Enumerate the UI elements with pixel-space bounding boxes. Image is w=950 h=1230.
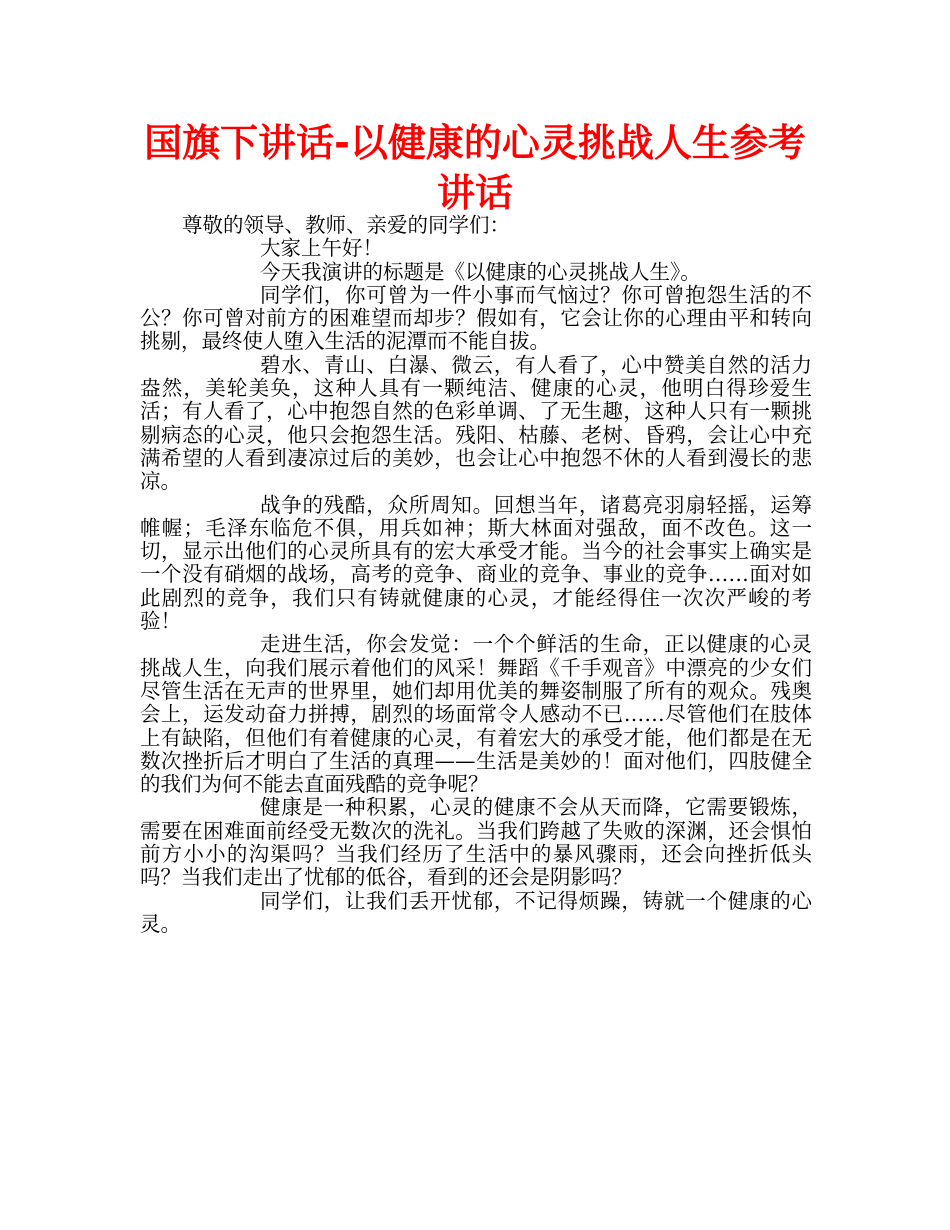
salutation: 尊敬的领导、教师、亲爱的同学们： (182, 213, 510, 237)
paragraph: 战争的残酷，众所周知。回想当年，诸葛亮羽扇轻摇，运筹帷幄；毛泽东临危不俱，用兵如神；斯大林面对强敌，面不改色。这一切，显示出他们的心灵所具有的宏大承受才能。当今的社会事实上确实是一个没有硝烟的战场，高考的竞争、商业的竞争、事业的竞争……面对如此剧烈的竞争，我们只有铸就健康的心灵，才能经得住一次次严峻的考验！ (140, 492, 812, 634)
paragraph-closing: 同学们，让我们丢开忧郁，不记得烦躁，铸就一个健康的心灵。 (140, 888, 812, 936)
paragraph-topic: 今天我演讲的标题是《以健康的心灵挑战人生》。 (260, 259, 701, 284)
paragraph: 碧水、青山、白瀑、微云，有人看了，心中赞美自然的活力盎然，美轮美奂，这种人具有一颗纯洁、健康的心灵，他明白得珍爱生活；有人看了，心中抱怨自然的色彩单调、了无生趣，这种人只有一颗挑剔病态的心灵，他只会抱怨生活。残阳、枯藤、老树、昏鸦，会让心中充满希望的人看到凄凉过后的美妙，也会让心中抱怨不休的人看到漫长的悲凉。 (140, 352, 812, 494)
paragraph-greeting: 大家上午好！ (260, 236, 383, 261)
document-title: 国旗下讲话-以健康的心灵挑战人生参考讲话 (144, 121, 806, 215)
document-body (140, 214, 812, 936)
paragraph: 同学们，你可曾为一件小事而气恼过？你可曾抱怨生活的不公？你可曾对前方的困难望而却步？假如有，它会让你的心理由平和转向挑剔，最终使人堕入生活的泥潭而不能自拔。 (140, 282, 812, 354)
paragraph: 健康是一种积累，心灵的健康不会从天而降，它需要锻炼，需要在困难面前经受无数次的洗礼。当我们跨越了失败的深渊，还会惧怕前方小小的沟渠吗？当我们经历了生活中的暴风骤雨，还会向挫折低头吗？当我们走出了忧郁的低谷，看到的还会是阴影吗？ (140, 795, 812, 890)
paragraph: 走进生活，你会发觉：一个个鲜活的生命，正以健康的心灵挑战人生，向我们展示着他们的风采！舞蹈《千手观音》中漂亮的少女们尽管生活在无声的世界里，她们却用优美的舞姿制服了所有的观众。残奥会上，运发动奋力拼搏，剧烈的场面常令人感动不已……尽管他们在肢体上有缺陷，但他们有着健康的心灵，有着宏大的承受才能，他们都是在无数次挫折后才明白了生活的真理——生活是美妙的！面对他们，四肢健全的我们为何不能去直面残酷的竞争呢？ (140, 632, 812, 797)
